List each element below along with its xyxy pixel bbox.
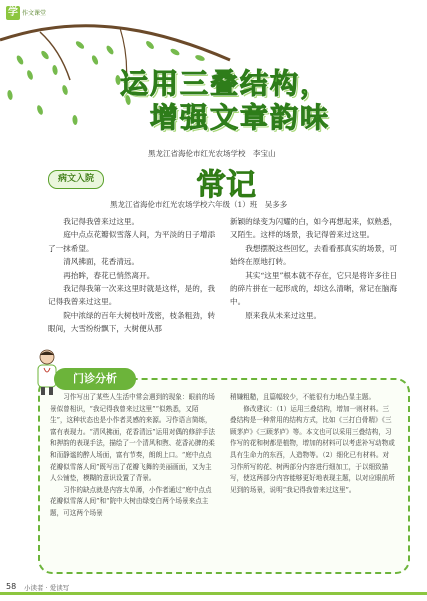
essay-author: 黑龙江省海伦市红光农场学校六年级（1）班 吴多多 bbox=[110, 200, 288, 209]
essay-paragraph: 我记得我曾来过这里。 bbox=[63, 217, 140, 226]
footer-divider bbox=[0, 592, 427, 595]
essay-paragraph: 我记得我第一次来这里时就是这样，是的，我记得我曾来过这里。 bbox=[48, 284, 216, 307]
column-tag-icon: 学 bbox=[8, 7, 18, 18]
essay-paragraph: 原来我从未来过这里。 bbox=[245, 310, 322, 320]
essay-title: 常记 bbox=[196, 168, 256, 203]
analysis-paragraph: 习作写出了某些人生活中常会遇到的现象：眼前的场景似曾相识，“我记得我曾来过这里”“似熟悉，又陌生”，这种状态也是小作者灵感的来源。习作语言简练，富有表现力。“清风拂面，花香清远”运用对偶的修辞手法和押韵的表现手法，描绘了一个清风和煦、花香沁脾的柔和而静谧的醉人场面，富有节奏，朗朗上口。“庭中点点花瓣似雪落人间”既写出了花瓣飞舞的美丽画面，又为主人公铺垫，模糊的意识设置了背景。 bbox=[50, 393, 215, 483]
essay-paragraph: 其实“这里”根本就不存在，它只是将许多往日的碎片拼在一起形成的，却这么清晰，常记在脑海中。 bbox=[230, 270, 398, 307]
analysis-heading: 门诊分析 bbox=[54, 368, 136, 390]
article-byline: 黑龙江省海伦市红光农场学校 李宝山 bbox=[148, 149, 276, 158]
column-label: 作文课堂 bbox=[22, 10, 47, 17]
essay-left-column bbox=[48, 215, 218, 336]
page-number: 58 bbox=[6, 582, 17, 591]
essay-paragraph: 我想摆脱这些回忆，去看看那真实的场景，可始终在原地打转。 bbox=[230, 243, 398, 267]
essay-paragraph: 新颖的绿变为闪耀的白，如今再想起来，似熟悉，又陌生。这样的场景，我记得曾来过这里。 bbox=[230, 217, 398, 240]
essay-paragraph: 清风拂面，花香清远。 bbox=[63, 257, 140, 267]
article-title-line2: 增强文章韵味 bbox=[150, 101, 331, 134]
essay-paragraph: 院中浓绿的百年大树枝叶茂密，枝条粗劲，转眼间，大雪纷纷飘下，大树便从那 bbox=[48, 310, 216, 334]
essay-paragraph: 庭中点点花瓣似雪落人间，为平淡的日子增添了一抹希望。 bbox=[48, 230, 216, 253]
essay-paragraph: 再抬眸，春花已悄然离开。 bbox=[63, 270, 155, 280]
analysis-paragraph: 修改建议：（1）运用三叠结构，增加一则材料。三叠结构是一种常用的结构方式，比如《三打白骨精》《三顾茅庐》《三顾茅庐》等。本文也可以采用三叠结构，习作写的花和树都是植物，增加的材料可以考虑补写动物或具有生命力的东西，人造物等。（2）细化已有材料。对习作所写的花、树两部分内容进行细加工，于以细致描写，使这两部分内容能够更好地表现主题，以对应眼前所见到的场景，说明“我记得我曾来过这里”。 bbox=[230, 404, 395, 494]
analysis-paragraph: 稍嫌粗糙，且篇幅较少，不能很有力地凸显主题。 bbox=[230, 393, 376, 401]
clinic-badge: 病文入院 bbox=[48, 170, 104, 189]
analysis-left-column bbox=[50, 392, 215, 520]
article-title-line1: 运用三叠结构， bbox=[120, 67, 331, 100]
analysis-right-column bbox=[230, 392, 395, 496]
essay-right-column bbox=[230, 215, 400, 322]
analysis-paragraph: 习作的缺点就是内容太单薄，小作者通过“庭中点点花瓣似雪落人间”和“院中大树由绿变白两个场景来点主题，可这两个场景 bbox=[50, 485, 212, 517]
footer-title: 小读者 · 爱读写 bbox=[24, 584, 70, 592]
